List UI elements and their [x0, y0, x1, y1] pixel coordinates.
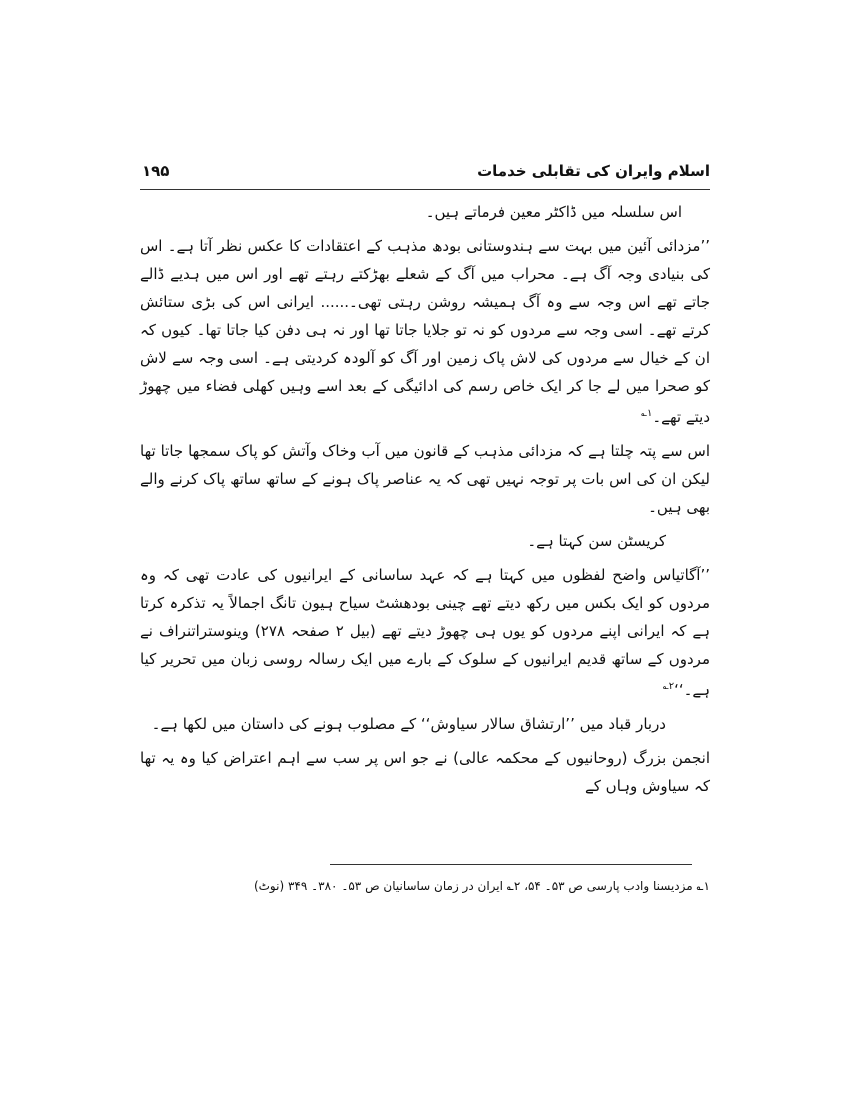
footnote-ref-2: ۲؎ — [662, 681, 675, 692]
footnote-text: ۱؎ مزدیسنا وادب پارسی ص ۵۳۔ ۵۴، ۲؎ ایران در زمان ساسانیان ص ۵۳۔ ۳۸۰۔ ۳۴۹ (نوٹ) — [253, 879, 710, 893]
footnote-rule — [330, 864, 692, 865]
quote-2-text: ’’آگاتیاس واضح لفظوں میں کہتا ہے کہ عہد ساسانی کے ایرانیوں کی عادت تھی کہ وہ مردوں کو ایک بکس میں رکھ دیتے تھے چینی بودھشٹ سیاح ہیون تانگ اجمالاً یہ تذکرہ کرتا ہے کہ ایرانی اپنے مردوں کو یوں ہی چھوڑ دیتے تھے (بیل ۲ صفحہ ۲۷۸) وینوستراتنراف نے مردوں کے ساتھ قدیم ایرانیوں کے سلوک کے بارے میں ایک رسالہ روسی زبان میں تحریر کیا ہے۔‘‘ — [140, 566, 711, 699]
paragraph-qubad: دربار قباد میں ’’ارتشاق سالار سیاوش‘‘ کے مصلوب ہونے کی داستان میں لکھا ہے۔ — [151, 715, 666, 733]
page-header — [140, 162, 710, 188]
page-number: ۱۹۵ — [142, 162, 170, 180]
paragraph-intro: اس سلسلہ میں ڈاکٹر معین فرماتے ہیں۔ — [425, 203, 682, 221]
footnote-ref-1: ۱؎ — [641, 408, 653, 419]
header-rule — [140, 189, 710, 190]
quote-1-text: ’’مزدائی آئین میں بہت سے ہندوستانی بودھ مذہب کے اعتقادات کا عکس نظر آتا ہے۔ اس کی بنیادی وجہ آگ ہے۔ محراب میں آگ کے شعلے بھڑکتے رہتے تھے اور اس میں ہدیے ڈالے جاتے تھے اس وجہ سے وہ آگ ہمیشہ روشن رہتی تھی۔...... ایرانی اس کی بڑی ستائش کرتے تھے۔ اسی وجہ سے مردوں کو نہ تو جلایا جاتا تھا اور نہ ہی دفن کیا جاتا تھا۔ کیوں کہ ان کے خیال سے مردوں کی لاش پاک زمین اور آگ کو آلودہ کردیتی ہے۔ اسی وجہ سے لاش کو صحرا میں لے جا کر ایک خاص رسم کی ادائیگی کے بعد اسے وہیں کھلی فضاء میں چھوڑ دیتے تھے۔ — [140, 237, 710, 426]
paragraph-quote-1 — [140, 232, 710, 431]
paragraph-christensen: کریسٹن سن کہتا ہے۔ — [527, 532, 666, 550]
footnotes — [140, 876, 710, 896]
paragraph-commentary: اس سے پتہ چلتا ہے کہ مزدائی مذہب کے قانون میں آب وخاک وآتش کو پاک سمجھا جاتا تھا لیکن ان کی اس بات پر توجہ نہیں تھی کہ یہ عناصر پاک ہونے کے ساتھ ساتھ پاک کرنے والے بھی ہیں۔ — [140, 442, 710, 516]
paragraph-quote-2 — [140, 561, 710, 704]
running-title: اسلام وایران کی تقابلی خدمات — [477, 162, 710, 180]
body-text — [140, 198, 710, 806]
paragraph-anjuman: انجمن بزرگ (روحانیوں کے محکمہ عالی) نے جو اس پر سب سے اہم اعتراض کیا وہ یہ تھا کہ سیاوش وہاں کے — [140, 749, 710, 795]
